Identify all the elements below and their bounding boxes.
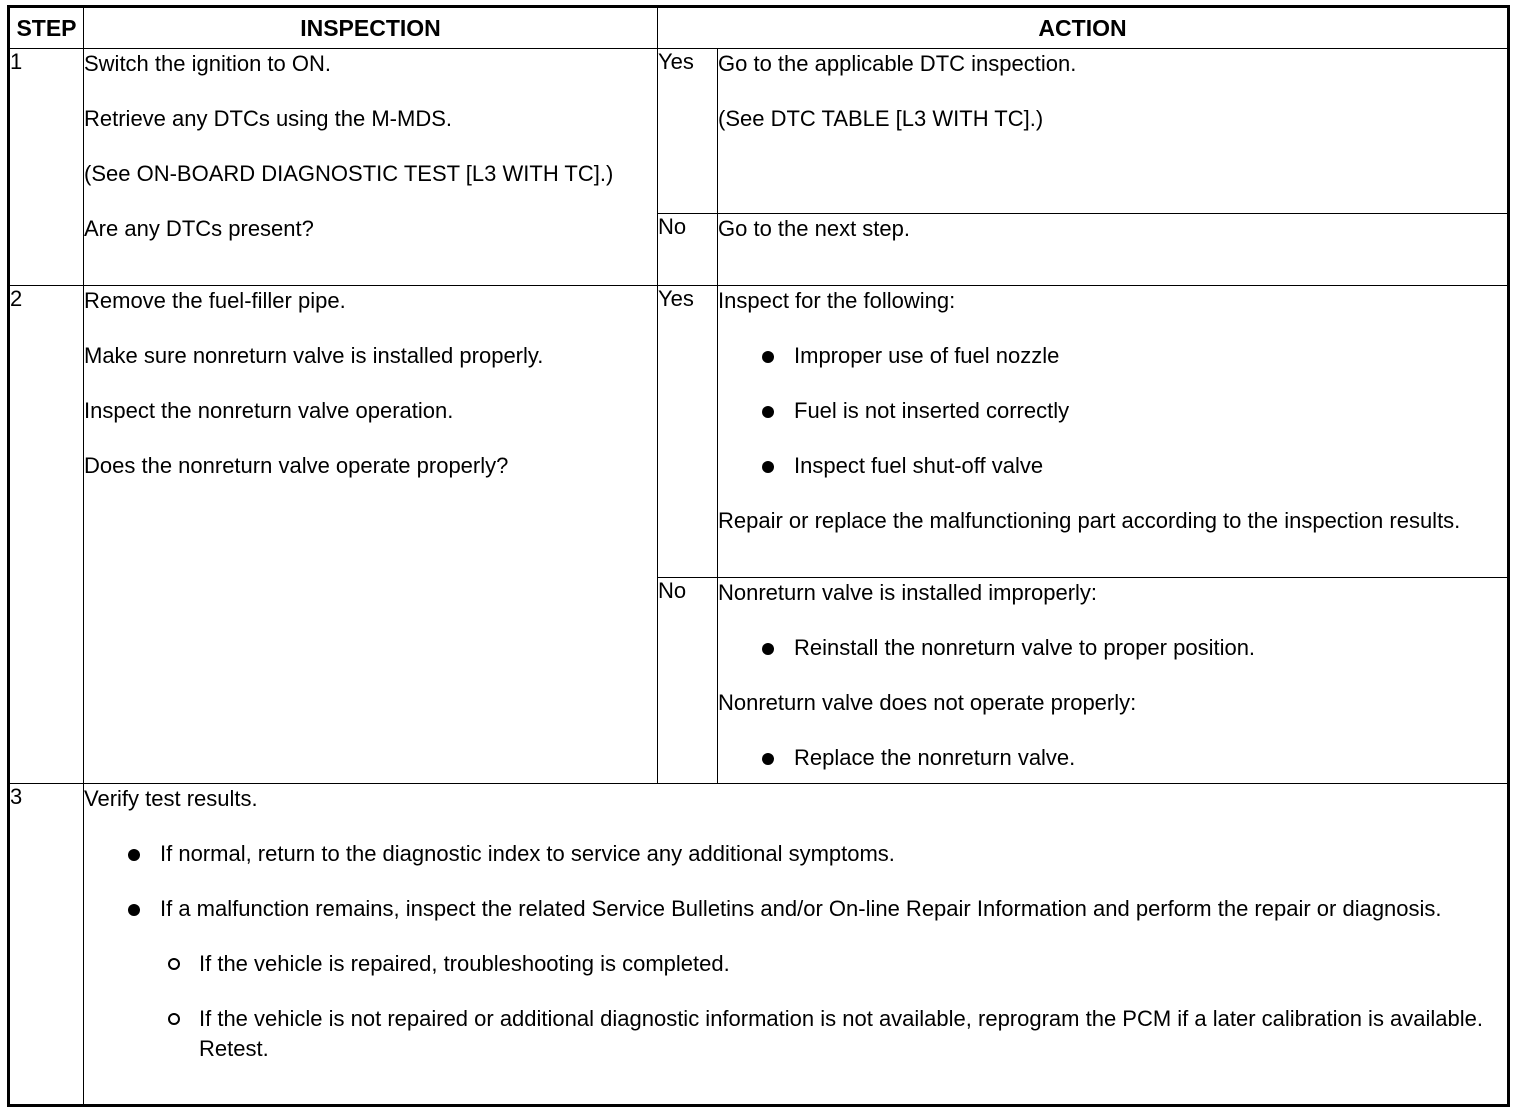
no-label: No: [658, 214, 718, 286]
step-2-no-action: [718, 578, 1509, 784]
step-2-yes-action: [718, 286, 1509, 578]
action-line: Verify test results.: [84, 786, 258, 811]
step-2-inspection: [84, 286, 658, 784]
inspection-line: Retrieve any DTCs using the M-MDS.: [84, 106, 452, 131]
yes-label: Yes: [658, 286, 718, 578]
bullet-item: [126, 894, 1507, 924]
inspection-question: Does the nonreturn valve operate properly?: [84, 453, 509, 478]
action-line: Repair or replace the malfunctioning part according to the inspection results.: [718, 508, 1461, 533]
bullet-list: [718, 633, 1507, 663]
step-number: 2: [9, 286, 84, 784]
bullet-list: [718, 743, 1507, 773]
bullet-item: Reinstall the nonreturn valve to proper position.: [760, 633, 1507, 663]
inspection-line: Make sure nonreturn valve is installed properly.: [84, 343, 544, 368]
yes-label: Yes: [658, 49, 718, 214]
inspection-header: INSPECTION: [84, 7, 658, 49]
step-1-inspection: [84, 49, 658, 286]
bullet-list: [718, 341, 1507, 481]
step-number: 1: [9, 49, 84, 286]
action-line: Nonreturn valve is installed improperly:: [718, 580, 1098, 605]
inspection-line: Inspect the nonreturn valve operation.: [84, 398, 454, 423]
action-header: ACTION: [658, 7, 1509, 49]
action-line: Go to the next step.: [718, 216, 911, 241]
step-number: 3: [9, 784, 84, 1106]
action-line: Nonreturn valve does not operate properly:: [718, 690, 1137, 715]
step-3-row: [9, 784, 1509, 1106]
sub-bullet-item: If the vehicle is not repaired or additional diagnostic information is not available, reprogram the PCM if a later calibration is available. Retest.: [166, 1004, 1507, 1064]
inspection-line: Switch the ignition to ON.: [84, 51, 332, 76]
inspection-line: Remove the fuel-filler pipe.: [84, 288, 346, 313]
step-1-yes-row: [9, 49, 1509, 214]
bullet-list: [84, 839, 1507, 924]
inspection-line: (See ON-BOARD DIAGNOSTIC TEST [L3 WITH TC].): [84, 161, 614, 186]
step-1-yes-action: [718, 49, 1509, 214]
step-header: STEP: [9, 7, 84, 49]
step-1-no-action: [718, 214, 1509, 286]
sub-bullet-item: If the vehicle is repaired, troubleshooting is completed.: [166, 949, 1507, 979]
bullet-item: If normal, return to the diagnostic index to service any additional symptoms.: [126, 839, 1507, 869]
inspection-question: Are any DTCs present?: [84, 216, 314, 241]
bullet-item: Replace the nonreturn valve.: [760, 743, 1507, 773]
bullet-item: Improper use of fuel nozzle: [760, 341, 1507, 371]
step-2-yes-row: [9, 286, 1509, 578]
bullet-text: If a malfunction remains, inspect the related Service Bulletins and/or On-line Repair Information and perform the repair or diagnosis.: [160, 896, 1442, 921]
troubleshooting-table: [7, 5, 1510, 1107]
action-line: Go to the applicable DTC inspection.: [718, 51, 1077, 76]
step-3-content: [84, 784, 1509, 1106]
sub-bullet-list: [84, 949, 1507, 1064]
action-line: Inspect for the following:: [718, 288, 956, 313]
action-reference: (See DTC TABLE [L3 WITH TC].): [718, 106, 1044, 131]
bullet-item: Inspect fuel shut-off valve: [760, 451, 1507, 481]
no-label: No: [658, 578, 718, 784]
header-row: [9, 7, 1509, 49]
bullet-item: Fuel is not inserted correctly: [760, 396, 1507, 426]
